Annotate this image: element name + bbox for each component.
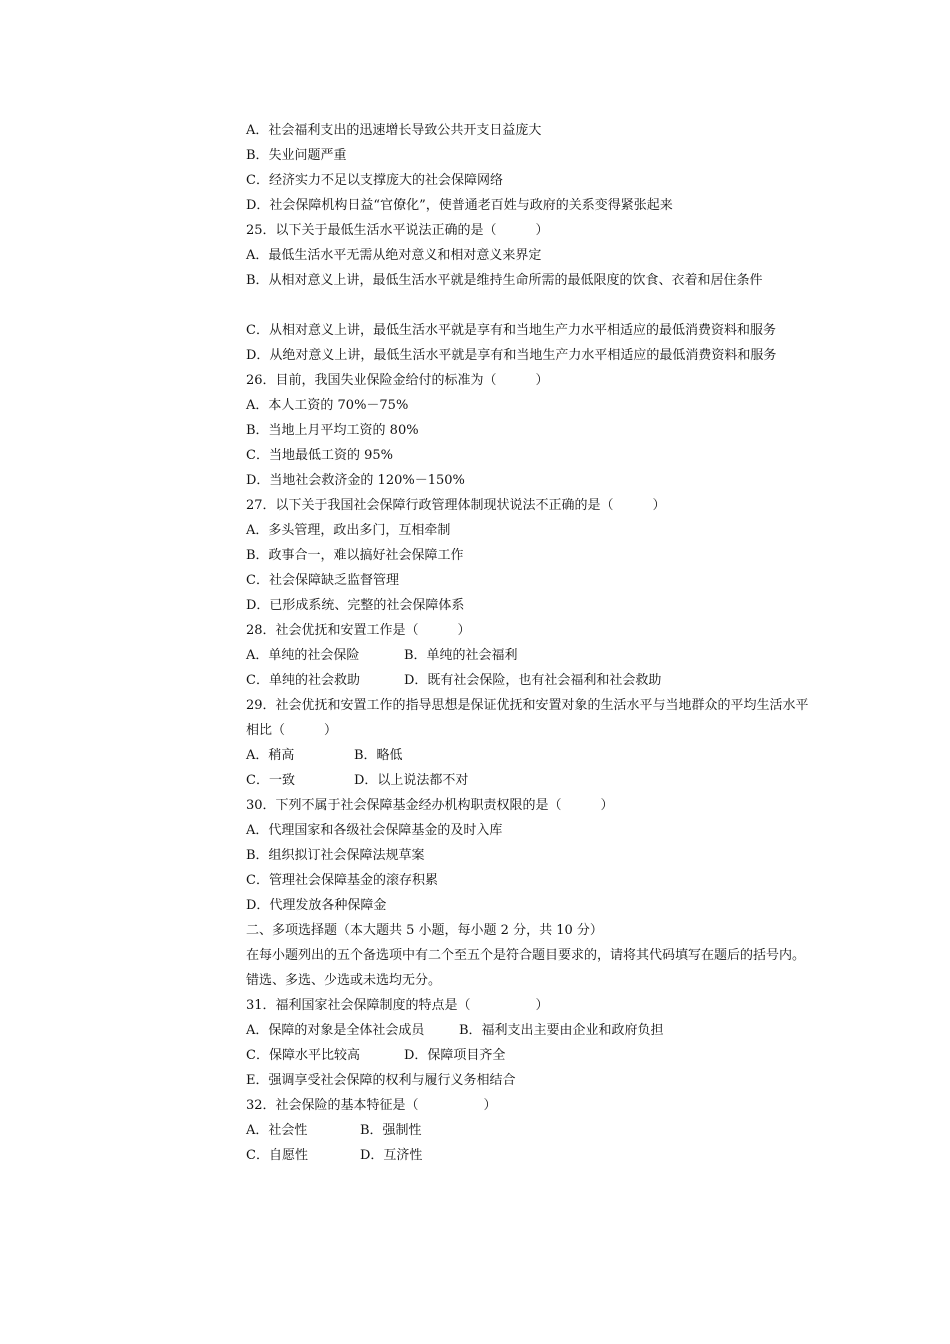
q28-options-row-1 <box>246 643 816 668</box>
q31-option-b: B．福利支出主要由企业和政府负担 <box>459 1023 664 1038</box>
q31-options-row-1 <box>246 1018 816 1043</box>
q29-option-d: D．以上说法都不对 <box>354 773 469 788</box>
q32-options-row-1 <box>246 1118 816 1143</box>
q26-option-b: B．当地上月平均工资的 80% <box>246 423 419 438</box>
q24-option-c: C．经济实力不足以支撑庞大的社会保障网络 <box>246 173 503 188</box>
q30-option-c: C．管理社会保障基金的滚存积累 <box>246 873 438 888</box>
q30-option-b: B．组织拟订社会保障法规草案 <box>246 848 425 863</box>
q28-option-b: B．单纯的社会福利 <box>404 648 518 663</box>
q31-stem: 31．福利国家社会保障制度的特点是（ ） <box>246 998 549 1013</box>
q25-option-c: C．从相对意义上讲，最低生活水平就是享有和当地生产力水平相适应的最低消费资料和服务 <box>246 323 776 338</box>
q27-option-c: C．社会保障缺乏监督管理 <box>246 573 399 588</box>
q30-stem: 30．下列不属于社会保障基金经办机构职责权限的是（ ） <box>246 798 614 813</box>
q26-option-c: C．当地最低工资的 95% <box>246 448 393 463</box>
q27-option-a: A．多头管理，政出多门，互相牵制 <box>246 523 451 538</box>
q32-options-row-2 <box>246 1143 816 1168</box>
q24-option-d: D．社会保障机构日益“官僚化”，使普通老百姓与政府的关系变得紧张起来 <box>246 198 673 213</box>
q24-option-a: A．社会福利支出的迅速增长导致公共开支日益庞大 <box>246 123 542 138</box>
q25-option-b: B．从相对意义上讲，最低生活水平就是维持生命所需的最低限度的饮食、衣着和居住条件 <box>246 273 763 288</box>
q31-options-row-2 <box>246 1043 816 1068</box>
q29-options-row-1 <box>246 743 816 768</box>
q27-option-d: D．已形成系统、完整的社会保障体系 <box>246 598 465 613</box>
q29-option-c: C．一致 <box>246 773 295 788</box>
section-heading: 二、多项选择题（本大题共 5 小题，每小题 2 分，共 10 分） <box>246 923 603 938</box>
q27-option-b: B．政事合一，难以搞好社会保障工作 <box>246 548 464 563</box>
q28-option-d: D．既有社会保险，也有社会福利和社会救助 <box>404 673 662 688</box>
q26-stem: 26．目前，我国失业保险金给付的标准为（ ） <box>246 373 549 388</box>
q32-option-b: B．强制性 <box>360 1123 422 1138</box>
q29-options-row-2 <box>246 768 816 793</box>
q31-option-a: A．保障的对象是全体社会成员 <box>246 1023 425 1038</box>
q28-options-row-2 <box>246 668 816 693</box>
q29-stem: 29．社会优抚和安置工作的指导思想是保证优抚和安置对象的生活水平与当地群众的平均生活水平相比（ ） <box>246 698 809 738</box>
q30-option-a: A．代理国家和各级社会保障基金的及时入库 <box>246 823 503 838</box>
q32-option-d: D．互济性 <box>360 1148 423 1163</box>
q29-option-b: B．略低 <box>354 748 403 763</box>
q32-stem: 32．社会保险的基本特征是（ ） <box>246 1098 497 1113</box>
q26-option-a: A．本人工资的 70%－75% <box>246 398 409 413</box>
q25-stem: 25．以下关于最低生活水平说法正确的是（ ） <box>246 223 549 238</box>
q31-option-e: E．强调享受社会保障的权利与履行义务相结合 <box>246 1073 516 1088</box>
q25-option-a: A．最低生活水平无需从绝对意义和相对意义来界定 <box>246 248 542 263</box>
q26-option-d: D．当地社会救济金的 120%－150% <box>246 473 465 488</box>
blank-gap <box>246 293 816 318</box>
q25-option-d: D．从绝对意义上讲，最低生活水平就是享有和当地生产力水平相适应的最低消费资料和服务 <box>246 348 777 363</box>
q28-option-c: C．单纯的社会救助 <box>246 673 360 688</box>
q30-option-d: D．代理发放各种保障金 <box>246 898 387 913</box>
exam-content <box>246 118 816 1168</box>
q29-option-a: A．稍高 <box>246 748 295 763</box>
q27-stem: 27．以下关于我国社会保障行政管理体制现状说法不正确的是（ ） <box>246 498 666 513</box>
q31-option-c: C．保障水平比较高 <box>246 1048 360 1063</box>
q24-option-b: B．失业问题严重 <box>246 148 347 163</box>
q28-stem: 28．社会优抚和安置工作是（ ） <box>246 623 471 638</box>
section-instructions: 在每小题列出的五个备选项中有二个至五个是符合题目要求的，请将其代码填写在题后的括号内。错选、多选、少选或未选均无分。 <box>246 948 806 988</box>
q31-option-d: D．保障项目齐全 <box>404 1048 506 1063</box>
q32-option-a: A．社会性 <box>246 1123 308 1138</box>
q28-option-a: A．单纯的社会保险 <box>246 648 360 663</box>
q32-option-c: C．自愿性 <box>246 1148 308 1163</box>
